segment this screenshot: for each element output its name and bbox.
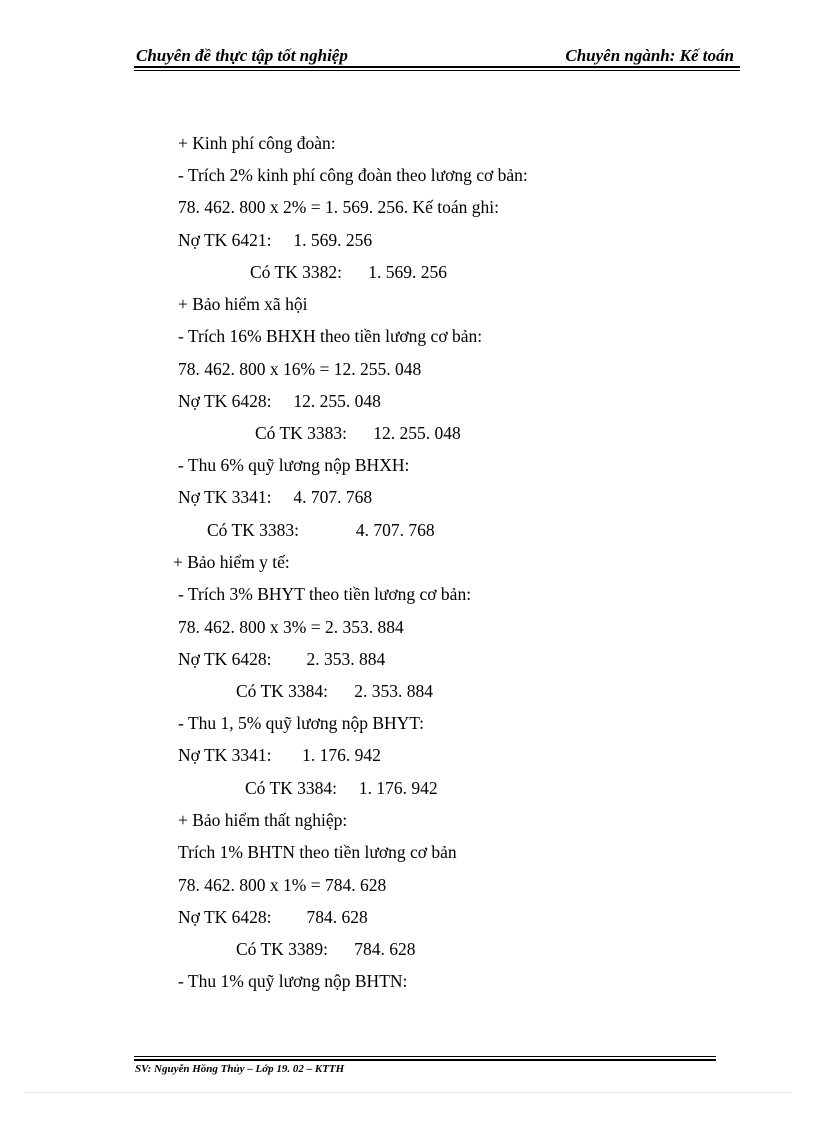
text-line: + Bảo hiểm y tế: bbox=[173, 552, 290, 572]
text-line: 78. 462. 800 x 2% = 1. 569. 256. Kế toán ghi: bbox=[178, 197, 499, 217]
text-line: - Trích 2% kinh phí công đoàn theo lương cơ bản: bbox=[178, 165, 528, 185]
footer-author: SV: Nguyễn Hồng Thủy – Lớp 19. 02 – KTTH bbox=[135, 1063, 345, 1075]
header-left-title: Chuyên đề thực tập tốt nghiệp bbox=[136, 46, 348, 65]
header-rule-thin bbox=[134, 70, 740, 71]
footer-rule bbox=[134, 1059, 716, 1061]
text-line: Trích 1% BHTN theo tiền lương cơ bản bbox=[178, 842, 457, 862]
text-line: 78. 462. 800 x 3% = 2. 353. 884 bbox=[178, 617, 404, 637]
text-line: 78. 462. 800 x 1% = 784. 628 bbox=[178, 875, 387, 895]
text-line: Nợ TK 6428: 12. 255. 048 bbox=[178, 391, 381, 411]
header-right-title: Chuyên ngành: Kế toán bbox=[565, 46, 734, 65]
text-line: Nợ TK 6428: 784. 628 bbox=[178, 907, 368, 927]
footer-rule-thin bbox=[134, 1056, 716, 1057]
page-edge-divider bbox=[24, 1092, 792, 1093]
text-line: Có TK 3389: 784. 628 bbox=[236, 939, 416, 959]
text-line: + Bảo hiểm thất nghiệp: bbox=[178, 810, 348, 830]
text-line: Nợ TK 6421: 1. 569. 256 bbox=[178, 230, 373, 250]
text-line: - Thu 1% quỹ lương nộp BHTN: bbox=[178, 971, 408, 991]
header-rule bbox=[134, 66, 740, 68]
text-line: + Bảo hiểm xã hội bbox=[178, 294, 308, 314]
text-line: Nợ TK 3341: 1. 176. 942 bbox=[178, 745, 381, 765]
text-line: Có TK 3383: 4. 707. 768 bbox=[207, 520, 435, 540]
text-line: Có TK 3383: 12. 255. 048 bbox=[255, 423, 461, 443]
text-line: - Trích 16% BHXH theo tiền lương cơ bản: bbox=[178, 326, 483, 346]
text-line: Có TK 3382: 1. 569. 256 bbox=[250, 262, 448, 282]
text-line: Nợ TK 3341: 4. 707. 768 bbox=[178, 487, 373, 507]
text-line: - Thu 6% quỹ lương nộp BHXH: bbox=[178, 455, 410, 475]
text-line: - Trích 3% BHYT theo tiền lương cơ bản: bbox=[178, 584, 472, 604]
text-line: - Thu 1, 5% quỹ lương nộp BHYT: bbox=[178, 713, 425, 733]
text-line: Có TK 3384: 2. 353. 884 bbox=[236, 681, 434, 701]
text-line: 78. 462. 800 x 16% = 12. 255. 048 bbox=[178, 359, 422, 379]
page-header bbox=[134, 44, 740, 70]
text-line: Có TK 3384: 1. 176. 942 bbox=[245, 778, 438, 798]
text-line: Nợ TK 6428: 2. 353. 884 bbox=[178, 649, 386, 669]
text-line: + Kinh phí công đoàn: bbox=[178, 133, 336, 153]
